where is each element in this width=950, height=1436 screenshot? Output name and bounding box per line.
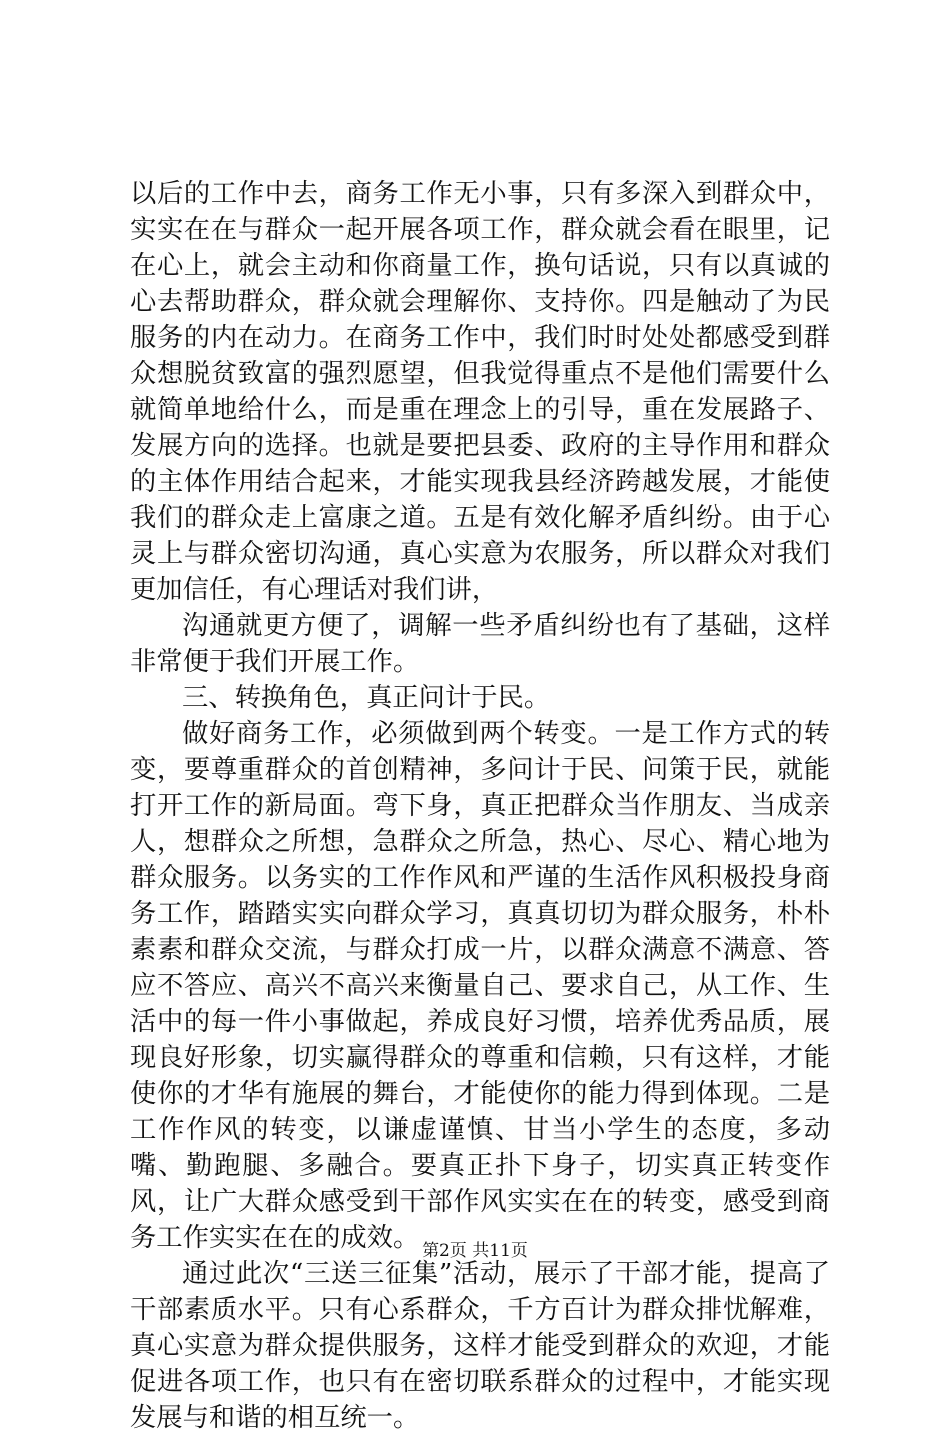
paragraph-3: 做好商务工作，必须做到两个转变。一是工作方式的转变，要尊重群众的首创精神，多问计于民、问策于民，就能打开工作的新局面。弯下身，真正把群众当作朋友、当成亲人，想群众之所想，急群众之所急，热心、尽心、精心地为群众服务。以务实的工作作风和严谨的生活作风积极投身商务工作，踏踏实实向群众学习，真真切切为群众服务，朴朴素素和群众交流，与群众打成一片，以群众满意不满意、答应不答应、高兴不高兴来衡量自己、要求自己，从工作、生活中的每一件小事做起，养成良好习惯，培养优秀品质，展现良好形象，切实赢得群众的尊重和信赖，只有这样，才能使你的才华有施展的舞台，才能使你的能力得到体现。二是工作作风的转变，以谦虚谨慎、甘当小学生的态度，多动嘴、勤跑腿、多融合。要真正扑下身子，切实真正转变作风，让广大群众感受到干部作风实实在在的转变，感受到商务工作实实在在的成效。	[130, 719, 830, 1253]
section-heading: 三、转换角色，真正问计于民。	[182, 683, 551, 713]
paragraph-1: 以后的工作中去，商务工作无小事，只有多深入到群众中，实实在在与群众一起开展各项工作，群众就会看在眼里，记在心上，就会主动和你商量工作，换句话说，只有以真诚的心去帮助群众，群众就会理解你、支持你。四是触动了为民服务的内在动力。在商务工作中，我们时时处处都感受到群众想脱贫致富的强烈愿望，但我觉得重点不是他们需要什么就简单地给什么，而是重在理念上的引导，重在发展路子、发展方向的选择。也就是要把县委、政府的主导作用和群众的主体作用结合起来，才能实现我县经济跨越发展，才能使我们的群众走上富康之道。五是有效化解矛盾纠纷。由于心灵上与群众密切沟通，真心实意为农服务，所以群众对我们更加信任，有心理话对我们讲，	[130, 179, 830, 605]
page-number-footer: 第2页 共11页	[422, 1241, 528, 1261]
paragraph-2: 沟通就更方便了，调解一些矛盾纠纷也有了基础，这样非常便于我们开展工作。	[130, 611, 830, 677]
paragraph-4: 通过此次“三送三征集”活动，展示了干部才能，提高了干部素质水平。只有心系群众，千方百计为群众排忧解难，真心实意为群众提供服务，这样才能受到群众的欢迎，才能促进各项工作，也只有在密切联系群众的过程中，才能实现发展与和谐的相互统一。	[130, 1259, 830, 1433]
